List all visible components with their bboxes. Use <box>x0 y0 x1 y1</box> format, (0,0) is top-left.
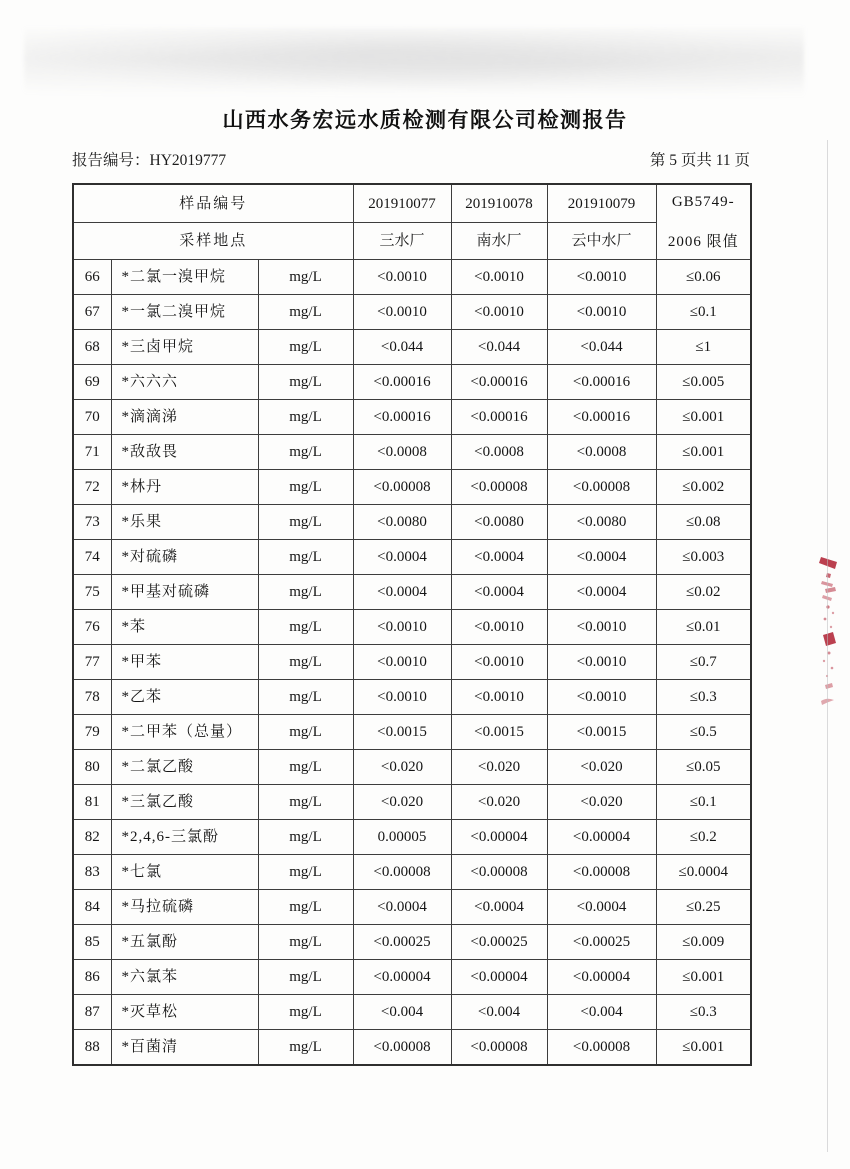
unit-cell: mg/L <box>258 645 353 680</box>
limit-cell: ≤1 <box>656 330 751 365</box>
table-row <box>73 295 751 330</box>
parameter-name-cell: *六六六 <box>111 365 258 400</box>
value-cell-plant-3: <0.0008 <box>547 435 656 470</box>
parameter-name-cell: *乙苯 <box>111 680 258 715</box>
value-cell-plant-3: <0.00025 <box>547 925 656 960</box>
location-label-cell: 采样地点 <box>73 223 353 260</box>
table-body <box>73 184 751 1065</box>
table-row <box>73 1030 751 1066</box>
value-cell-plant-1: <0.00008 <box>353 470 451 505</box>
table-row <box>73 645 751 680</box>
report-number: 报告编号：HY2019777 <box>72 152 227 169</box>
value-cell-plant-2: <0.00016 <box>451 365 547 400</box>
unit-cell: mg/L <box>258 295 353 330</box>
unit-cell: mg/L <box>258 925 353 960</box>
unit-cell: mg/L <box>258 995 353 1030</box>
limit-cell: ≤0.01 <box>656 610 751 645</box>
limit-header-gap <box>657 211 751 233</box>
parameter-name-cell: *二甲苯（总量） <box>111 715 258 750</box>
report-meta-row <box>72 148 750 170</box>
value-cell-plant-1: <0.00008 <box>353 855 451 890</box>
limit-cell: ≤0.25 <box>656 890 751 925</box>
sample-id-cell-2: 201910078 <box>451 184 547 223</box>
value-cell-plant-2: <0.044 <box>451 330 547 365</box>
row-number-cell: 83 <box>73 855 111 890</box>
value-cell-plant-2: <0.0010 <box>451 260 547 295</box>
value-cell-plant-1: <0.00016 <box>353 400 451 435</box>
unit-cell: mg/L <box>258 400 353 435</box>
value-cell-plant-1: <0.020 <box>353 750 451 785</box>
value-cell-plant-3: <0.00016 <box>547 400 656 435</box>
parameter-name-cell: *六氯苯 <box>111 960 258 995</box>
value-cell-plant-1: <0.0080 <box>353 505 451 540</box>
location-cell-3: 云中水厂 <box>547 223 656 260</box>
value-cell-plant-2: <0.0010 <box>451 645 547 680</box>
limit-cell: ≤0.001 <box>656 400 751 435</box>
value-cell-plant-2: <0.00016 <box>451 400 547 435</box>
limit-header-line2: 2006 限值 <box>667 234 739 250</box>
value-cell-plant-1: <0.0010 <box>353 680 451 715</box>
table-row <box>73 505 751 540</box>
unit-cell: mg/L <box>258 575 353 610</box>
value-cell-plant-1: <0.0004 <box>353 540 451 575</box>
row-number-cell: 74 <box>73 540 111 575</box>
value-cell-plant-3: <0.0080 <box>547 505 656 540</box>
table-row <box>73 680 751 715</box>
unit-cell: mg/L <box>258 855 353 890</box>
value-cell-plant-1: <0.0010 <box>353 295 451 330</box>
page-title: 山西水务宏远水质检测有限公司检测报告 <box>222 109 628 132</box>
parameter-name-cell: *2,4,6-三氯酚 <box>111 820 258 855</box>
row-number-cell: 69 <box>73 365 111 400</box>
unit-cell: mg/L <box>258 470 353 505</box>
limit-cell: ≤0.0004 <box>656 855 751 890</box>
parameter-name-cell: *三氯乙酸 <box>111 785 258 820</box>
value-cell-plant-1: <0.00008 <box>353 1030 451 1066</box>
parameter-name-cell: *敌敌畏 <box>111 435 258 470</box>
sample-id-cell-3: 201910079 <box>547 184 656 223</box>
limit-cell: ≤0.7 <box>656 645 751 680</box>
value-cell-plant-2: <0.0004 <box>451 540 547 575</box>
value-cell-plant-1: <0.00025 <box>353 925 451 960</box>
row-number-cell: 84 <box>73 890 111 925</box>
parameter-name-cell: *苯 <box>111 610 258 645</box>
value-cell-plant-3: <0.0010 <box>547 645 656 680</box>
value-cell-plant-2: <0.0010 <box>451 680 547 715</box>
unit-cell: mg/L <box>258 890 353 925</box>
table-row <box>73 890 751 925</box>
value-cell-plant-1: <0.0008 <box>353 435 451 470</box>
table-row <box>73 855 751 890</box>
parameter-name-cell: *七氯 <box>111 855 258 890</box>
unit-cell: mg/L <box>258 260 353 295</box>
table-row <box>73 750 751 785</box>
row-number-cell: 80 <box>73 750 111 785</box>
limit-cell: ≤0.3 <box>656 995 751 1030</box>
value-cell-plant-1: <0.044 <box>353 330 451 365</box>
value-cell-plant-3: <0.00004 <box>547 820 656 855</box>
value-cell-plant-1: <0.0004 <box>353 575 451 610</box>
location-cell-2: 南水厂 <box>451 223 547 260</box>
value-cell-plant-2: <0.020 <box>451 785 547 820</box>
value-cell-plant-3: <0.00008 <box>547 470 656 505</box>
unit-cell: mg/L <box>258 820 353 855</box>
value-cell-plant-3: <0.00004 <box>547 960 656 995</box>
unit-cell: mg/L <box>258 960 353 995</box>
table-row <box>73 995 751 1030</box>
limit-header-line1: GB5749- <box>671 194 735 210</box>
parameter-name-cell: *百菌清 <box>111 1030 258 1066</box>
limit-cell: ≤0.001 <box>656 435 751 470</box>
table-row <box>73 365 751 400</box>
value-cell-plant-1: <0.0015 <box>353 715 451 750</box>
value-cell-plant-2: <0.00008 <box>451 470 547 505</box>
value-cell-plant-2: <0.020 <box>451 750 547 785</box>
value-cell-plant-1: <0.00004 <box>353 960 451 995</box>
unit-cell: mg/L <box>258 435 353 470</box>
table-row <box>73 820 751 855</box>
table-row <box>73 785 751 820</box>
row-number-cell: 87 <box>73 995 111 1030</box>
row-number-cell: 72 <box>73 470 111 505</box>
value-cell-plant-3: <0.0004 <box>547 575 656 610</box>
row-number-cell: 70 <box>73 400 111 435</box>
unit-cell: mg/L <box>258 750 353 785</box>
value-cell-plant-3: <0.044 <box>547 330 656 365</box>
table-row <box>73 925 751 960</box>
parameter-name-cell: *甲苯 <box>111 645 258 680</box>
value-cell-plant-1: <0.00016 <box>353 365 451 400</box>
row-number-cell: 81 <box>73 785 111 820</box>
unit-cell: mg/L <box>258 715 353 750</box>
page-edge-line <box>827 140 828 1152</box>
table-row <box>73 960 751 995</box>
unit-cell: mg/L <box>258 330 353 365</box>
value-cell-plant-2: <0.00004 <box>451 960 547 995</box>
value-cell-plant-3: <0.0010 <box>547 680 656 715</box>
value-cell-plant-1: <0.0010 <box>353 645 451 680</box>
limit-cell: ≤0.06 <box>656 260 751 295</box>
row-number-cell: 76 <box>73 610 111 645</box>
value-cell-plant-3: <0.020 <box>547 785 656 820</box>
row-number-cell: 67 <box>73 295 111 330</box>
sample-id-cell-1: 201910077 <box>353 184 451 223</box>
value-cell-plant-3: <0.0015 <box>547 715 656 750</box>
unit-cell: mg/L <box>258 610 353 645</box>
row-number-cell: 66 <box>73 260 111 295</box>
value-cell-plant-1: <0.0010 <box>353 610 451 645</box>
limit-cell: ≤0.009 <box>656 925 751 960</box>
limit-header-cell <box>656 184 751 260</box>
row-number-cell: 79 <box>73 715 111 750</box>
limit-cell: ≤0.001 <box>656 960 751 995</box>
table-row <box>73 610 751 645</box>
parameter-name-cell: *三卤甲烷 <box>111 330 258 365</box>
table-row <box>73 575 751 610</box>
unit-cell: mg/L <box>258 365 353 400</box>
red-stamp-fragment <box>813 553 839 718</box>
row-number-cell: 71 <box>73 435 111 470</box>
limit-cell: ≤0.08 <box>656 505 751 540</box>
value-cell-plant-1: 0.00005 <box>353 820 451 855</box>
unit-cell: mg/L <box>258 680 353 715</box>
limit-cell: ≤0.005 <box>656 365 751 400</box>
parameter-name-cell: *甲基对硫磷 <box>111 575 258 610</box>
value-cell-plant-1: <0.0004 <box>353 890 451 925</box>
parameter-name-cell: *马拉硫磷 <box>111 890 258 925</box>
limit-cell: ≤0.02 <box>656 575 751 610</box>
value-cell-plant-3: <0.00008 <box>547 855 656 890</box>
parameter-name-cell: *二氯乙酸 <box>111 750 258 785</box>
limit-cell: ≤0.003 <box>656 540 751 575</box>
sample-id-label-cell: 样品编号 <box>73 184 353 223</box>
value-cell-plant-2: <0.00008 <box>451 1030 547 1066</box>
value-cell-plant-3: <0.004 <box>547 995 656 1030</box>
parameter-name-cell: *林丹 <box>111 470 258 505</box>
row-number-cell: 77 <box>73 645 111 680</box>
value-cell-plant-3: <0.0010 <box>547 610 656 645</box>
parameter-name-cell: *对硫磷 <box>111 540 258 575</box>
table-row <box>73 260 751 295</box>
location-cell-1: 三水厂 <box>353 223 451 260</box>
value-cell-plant-3: <0.0004 <box>547 890 656 925</box>
table-row <box>73 330 751 365</box>
page-indicator: 第 5 页共 11 页 <box>649 152 750 169</box>
value-cell-plant-3: <0.020 <box>547 750 656 785</box>
header-row-location <box>73 223 751 260</box>
parameter-name-cell: *五氯酚 <box>111 925 258 960</box>
scan-noise-artifact <box>24 28 804 106</box>
row-number-cell: 85 <box>73 925 111 960</box>
row-number-cell: 82 <box>73 820 111 855</box>
parameter-name-cell: *一氯二溴甲烷 <box>111 295 258 330</box>
value-cell-plant-2: <0.0080 <box>451 505 547 540</box>
value-cell-plant-2: <0.00008 <box>451 855 547 890</box>
unit-cell: mg/L <box>258 785 353 820</box>
limit-cell: ≤0.2 <box>656 820 751 855</box>
parameter-name-cell: *乐果 <box>111 505 258 540</box>
value-cell-plant-3: <0.0004 <box>547 540 656 575</box>
table-row <box>73 715 751 750</box>
value-cell-plant-2: <0.0004 <box>451 890 547 925</box>
value-cell-plant-2: <0.0015 <box>451 715 547 750</box>
parameter-name-cell: *灭草松 <box>111 995 258 1030</box>
value-cell-plant-3: <0.0010 <box>547 260 656 295</box>
value-cell-plant-3: <0.00008 <box>547 1030 656 1066</box>
value-cell-plant-2: <0.0010 <box>451 295 547 330</box>
limit-cell: ≤0.5 <box>656 715 751 750</box>
parameter-name-cell: *二氯一溴甲烷 <box>111 260 258 295</box>
row-number-cell: 78 <box>73 680 111 715</box>
value-cell-plant-1: <0.0010 <box>353 260 451 295</box>
value-cell-plant-2: <0.00004 <box>451 820 547 855</box>
value-cell-plant-3: <0.0010 <box>547 295 656 330</box>
unit-cell: mg/L <box>258 540 353 575</box>
table-row <box>73 540 751 575</box>
value-cell-plant-3: <0.00016 <box>547 365 656 400</box>
table-row <box>73 470 751 505</box>
value-cell-plant-2: <0.004 <box>451 995 547 1030</box>
value-cell-plant-2: <0.0010 <box>451 610 547 645</box>
limit-cell: ≤0.3 <box>656 680 751 715</box>
row-number-cell: 73 <box>73 505 111 540</box>
row-number-cell: 86 <box>73 960 111 995</box>
value-cell-plant-1: <0.004 <box>353 995 451 1030</box>
unit-cell: mg/L <box>258 505 353 540</box>
table-row <box>73 435 751 470</box>
row-number-cell: 88 <box>73 1030 111 1066</box>
unit-cell: mg/L <box>258 1030 353 1066</box>
header-row-sample-id <box>73 184 751 223</box>
value-cell-plant-2: <0.00025 <box>451 925 547 960</box>
limit-cell: ≤0.1 <box>656 785 751 820</box>
limit-cell: ≤0.002 <box>656 470 751 505</box>
limit-cell: ≤0.05 <box>656 750 751 785</box>
limit-cell: ≤0.1 <box>656 295 751 330</box>
parameter-name-cell: *滴滴涕 <box>111 400 258 435</box>
row-number-cell: 75 <box>73 575 111 610</box>
value-cell-plant-1: <0.020 <box>353 785 451 820</box>
limit-cell: ≤0.001 <box>656 1030 751 1066</box>
table-row <box>73 400 751 435</box>
value-cell-plant-2: <0.0004 <box>451 575 547 610</box>
row-number-cell: 68 <box>73 330 111 365</box>
value-cell-plant-2: <0.0008 <box>451 435 547 470</box>
water-quality-results-table <box>72 183 752 1066</box>
